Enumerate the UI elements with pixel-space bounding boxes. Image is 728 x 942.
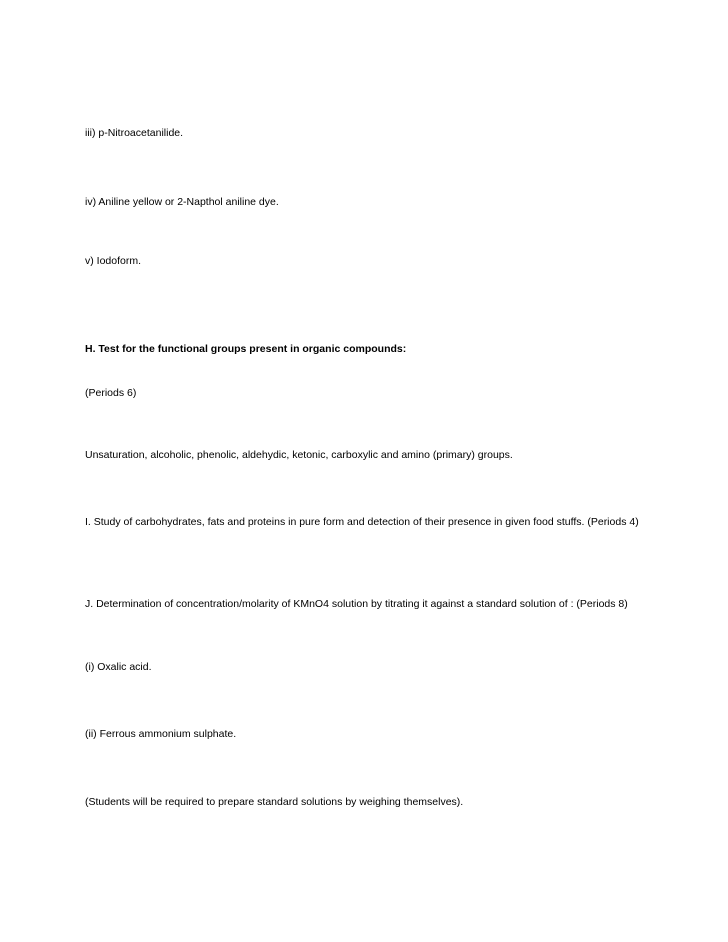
list-item-aniline-yellow: iv) Aniline yellow or 2-Napthol aniline dye. <box>85 196 279 208</box>
students-note: (Students will be required to prepare standard solutions by weighing themselves). <box>85 796 464 808</box>
functional-groups-list: Unsaturation, alcoholic, phenolic, aldehydic, ketonic, carboxylic and amino (primary) groups. <box>85 449 513 461</box>
list-item-p-nitroacetanilide: iii) p-Nitroacetanilide. <box>85 127 184 139</box>
section-h-periods: (Periods 6) <box>85 387 137 399</box>
section-h-heading: H. Test for the functional groups present in organic compounds: <box>85 343 407 355</box>
list-item-oxalic-acid: (i) Oxalic acid. <box>85 661 152 673</box>
list-item-iodoform: v) Iodoform. <box>85 255 142 267</box>
section-i-paragraph: I. Study of carbohydrates, fats and proteins in pure form and detection of their presence in given food stuffs. (Periods 4) <box>85 516 639 528</box>
list-item-ferrous-ammonium-sulphate: (ii) Ferrous ammonium sulphate. <box>85 728 237 740</box>
section-j-paragraph: J. Determination of concentration/molarity of KMnO4 solution by titrating it against a standard solution of : (Periods 8) <box>85 598 628 610</box>
